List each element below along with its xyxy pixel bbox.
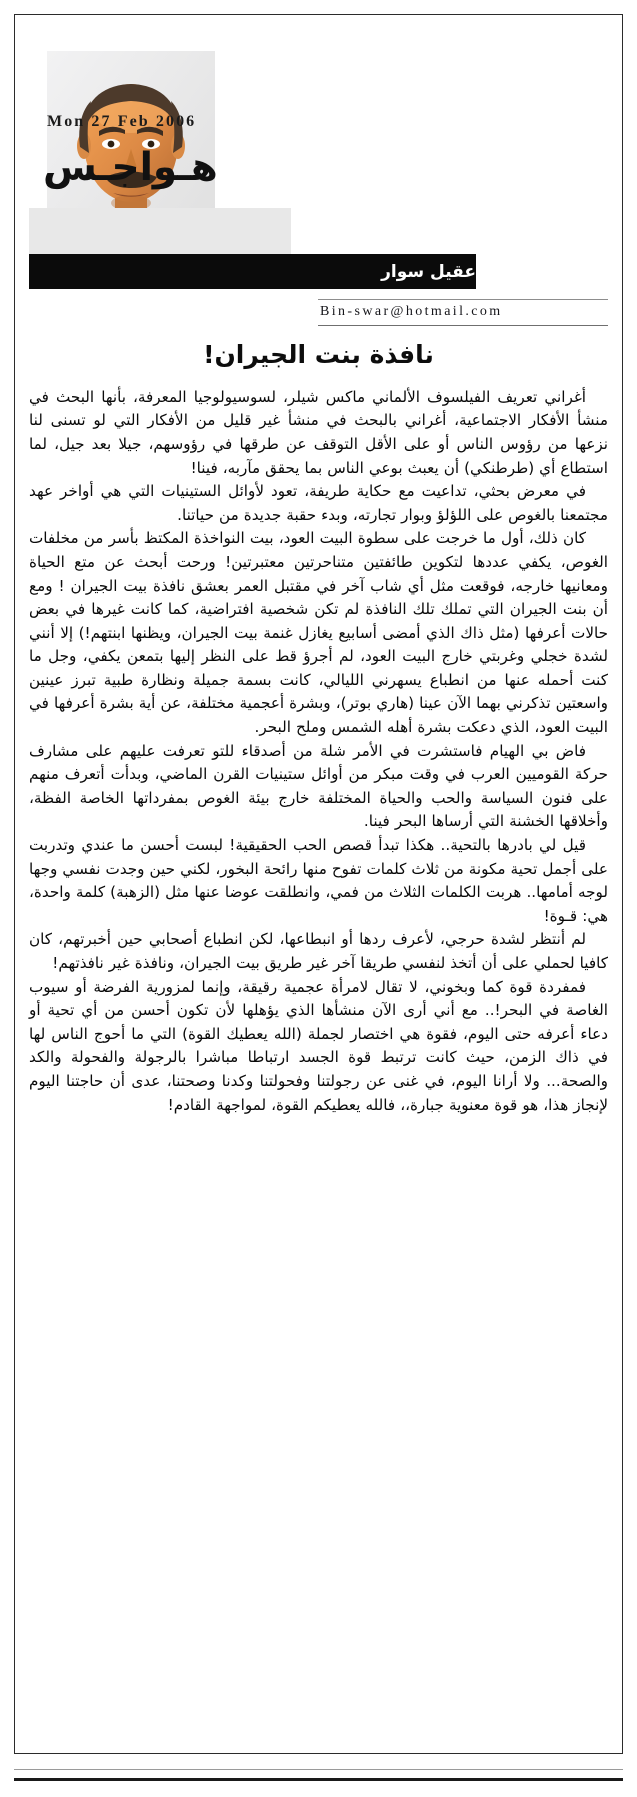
article-paragraph: فمفردة قوة كما وبخوني، لا تقال لامرأة عجمية رقيقة، وإنما لمزورية الفرضة أو سيوب الغاصة في البحر!.. مع أني أرى الآن منشأها الذي يؤهلها لأن تكون أحسن من أي تحية أو دعاء أعرفه حتى اليوم، فقوة هي اختصار لجملة (الله يعطيك القوة) التي ما أحوج الناس لها في ذاك الزمن، حيث كانت ترتبط قوة الجسد ارتباطا مباشرا بالرجولة والفحولة والكد والصحة... ولا أرانا اليوم، في غنى عن رجولتنا وفحولتنا وكدنا وصحتنا، عدى أن حاجتنا اليوم لإنجاز هذا، هو قوة معنوية جبارة،، فالله يعطيكم القوة، لمواجهة القادم! xyxy=(29,977,608,1114)
article-paragraph: قيل لي بادرها بالتحية.. هكذا تبدأ قصص الحب الحقيقية! لبست أحسن ما عندي وتدربت على أجمل تحية مكونة من ثلاث كلمات تفوح منها رائحة البخور، لكني حين وجدت نفسي وجها لوجه أمامها.. هربت الكلمات الثلاث من فمي، وانطلقت عوضا عنها مثل (الزهبة) كلمة واحدة، هي: قـوة! xyxy=(29,836,608,925)
footer-rule-thin xyxy=(14,1769,623,1770)
article-paragraph: في معرض بحثي، تداعيت مع حكاية طريفة، تعود لأوائل الستينيات التي هي أواخر عهد مجتمعنا بالغوص على اللؤلؤ وبوار تجارته، وبدء حقبة جديدة من حياتنا. xyxy=(29,482,608,524)
article-headline: نافذة بنت الجيران! xyxy=(203,340,434,369)
article-paragraph: كان ذلك، أول ما خرجت على سطوة البيت العود، بيت النواخذة المكتظ بأسر من مخلفات الغوص، يكفي عددها لتكوين طائفتين متناحرتين معتبرتين! ورحت أبحث عن متع الحياة ومعانيها خارجه، فوقعت مثل أي شاب آخر في مقتبل العمر بعشق نافذة بيت الجيران ! ومع أن بنت الجيران التي تملك تلك النافذة لم تكن شخصية افتراضية، كما كانت غيرها في بعض حالات أعرفها (مثل ذاك الذي أمضى أسابيع يغازل غنمة بيت الجيران، ويظنها ابنتهم!) إلا أنني لشدة خجلي وغربتي خارج البيت العود، لم أجرؤ قط على النظر إليها بتمعن يكفي، وجل ما كنت أحمله عنها من انطباع يسهرني الليالي، كانت بسمة جميلة ونظارة طبية تبرز عينين واسعتين تذكرني بهما الآن عينا (هاري بوتر)، وبشرة أعجمية مختلفة، عن أية بشرة أعرفها في البيت العود، الذي دعكت بشرة أهله الشمس وملح البحر. xyxy=(29,529,608,737)
article-paragraph: لم أنتظر لشدة حرجي، لأعرف ردها أو انبطاعها، لكن انطباع أصحابي حين أخبرتهم، كان كافيا لحملي على أن أتخذ لنفسي طريقا آخر غير طريق بيت الجيران، ونافذة غير نافذتهم! xyxy=(29,930,608,972)
author-byline-bar xyxy=(29,254,476,289)
article-body xyxy=(29,386,608,1117)
author-name: عقيل سوار xyxy=(381,261,476,282)
masthead-grey-band xyxy=(29,208,291,254)
column-masthead xyxy=(29,25,608,295)
article-paragraph: فاض بي الهيام فاستشرت في الأمر شلة من أصدقاء للتو تعرفت عليهم على مشارف حركة القوميين العرب في وقت مبكر من أوائل ستينيات القرن الماضي، وبدأت أتعرف منهم على فنون السياسة والحب والحياة المختلفة خارج بيئة الغوص بمفرداتها الخاصة الفظة، وأخلاقها الخشنة التي أرساها البحر فينا. xyxy=(29,741,608,831)
author-email[interactable]: Bin-swar@hotmail.com xyxy=(320,304,503,319)
article-frame xyxy=(14,14,623,1754)
author-email-block xyxy=(318,299,608,326)
publication-date: Mon 27 Feb 2006 xyxy=(47,113,197,130)
email-rule-bottom xyxy=(318,325,608,326)
column-title: هـواجـس xyxy=(43,145,218,190)
article-paragraph: أغراني تعريف الفيلسوف الألماني ماكس شيلر، لسوسيولوجيا المعرفة، بأنها البحث في منشأ الأفكار الاجتماعية، أغراني بالبحث في منشأ غير قليل من الأفكار التي لو تسنى لنا نزعها من رؤوس الناس أو على الأقل التوقف عن طرقها في رؤوسهم، جيلا بعد جيل، لما استطاع أي (طرطنكي) أن يعبث بوعي الناس بما يحقق مآربه، فينا! xyxy=(29,387,608,477)
footer-rule xyxy=(14,1778,623,1781)
